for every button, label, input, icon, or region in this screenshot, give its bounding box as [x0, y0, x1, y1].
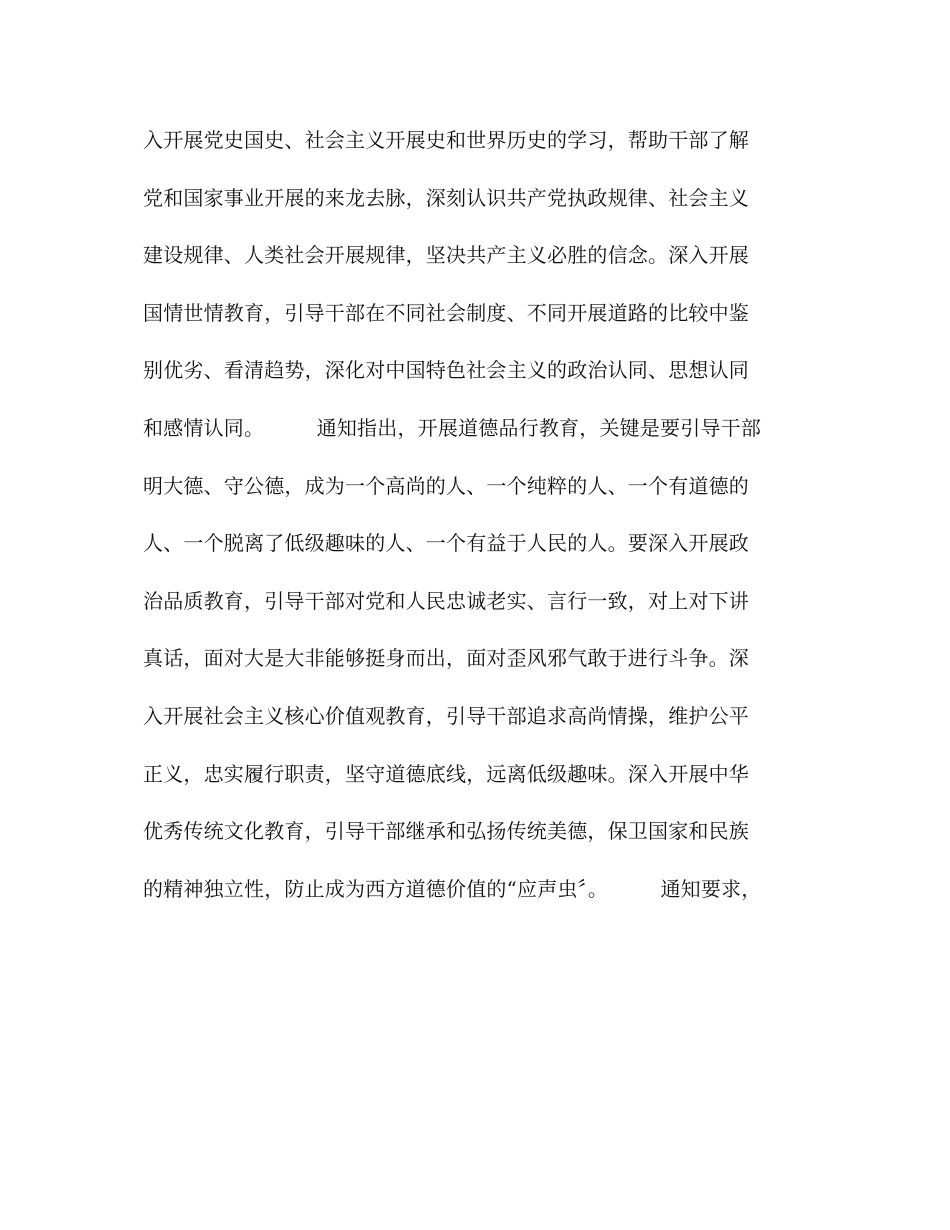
text-line: 正义，忠实履行职责，坚守道德底线，远离低级趣味。深入开展中华 — [143, 761, 749, 786]
text-line: 入开展党史国史、社会主义开展史和世界历史的学习，帮助干部了解 — [143, 128, 749, 152]
body-text — [143, 120, 803, 926]
text-line: 优秀传统文化教育，引导干部继承和弘扬传统美德，保卫国家和民族 — [143, 819, 749, 844]
text-line: 建设规律、人类社会开展规律，坚决共产主义必胜的信念。深入开展 — [143, 243, 749, 268]
text-line: 别优劣、看清趋势，深化对中国特色社会主义的政治认同、思想认同 — [143, 358, 749, 383]
text-line: 的精神独立性，防止成为西方道德价值的“应声虫〞。 通知要求， — [143, 876, 762, 901]
text-line: 入开展社会主义核心价值观教育，引导干部追求高尚情操，维护公平 — [143, 703, 749, 728]
text-line: 党和国家事业开展的来龙去脉，深刻认识共产党执政规律、社会主义 — [143, 185, 749, 210]
text-line: 真话，面对大是大非能够挺身而出，面对歪风邪气敢于进行斗争。深 — [143, 646, 749, 671]
text-line: 国情世情教育，引导干部在不同社会制度、不同开展道路的比较中鉴 — [143, 300, 749, 325]
text-line: 和感情认同。 通知指出，开展道德品行教育，关键是要引导干部 — [143, 415, 762, 440]
text-line: 治品质教育，引导干部对党和人民忠诚老实、言行一致，对上对下讲 — [143, 588, 749, 613]
text-line: 明大德、守公德，成为一个高尚的人、一个纯粹的人、一个有道德的 — [143, 473, 749, 498]
text-line: 人、一个脱离了低级趣味的人、一个有益于人民的人。要深入开展政 — [143, 531, 749, 556]
